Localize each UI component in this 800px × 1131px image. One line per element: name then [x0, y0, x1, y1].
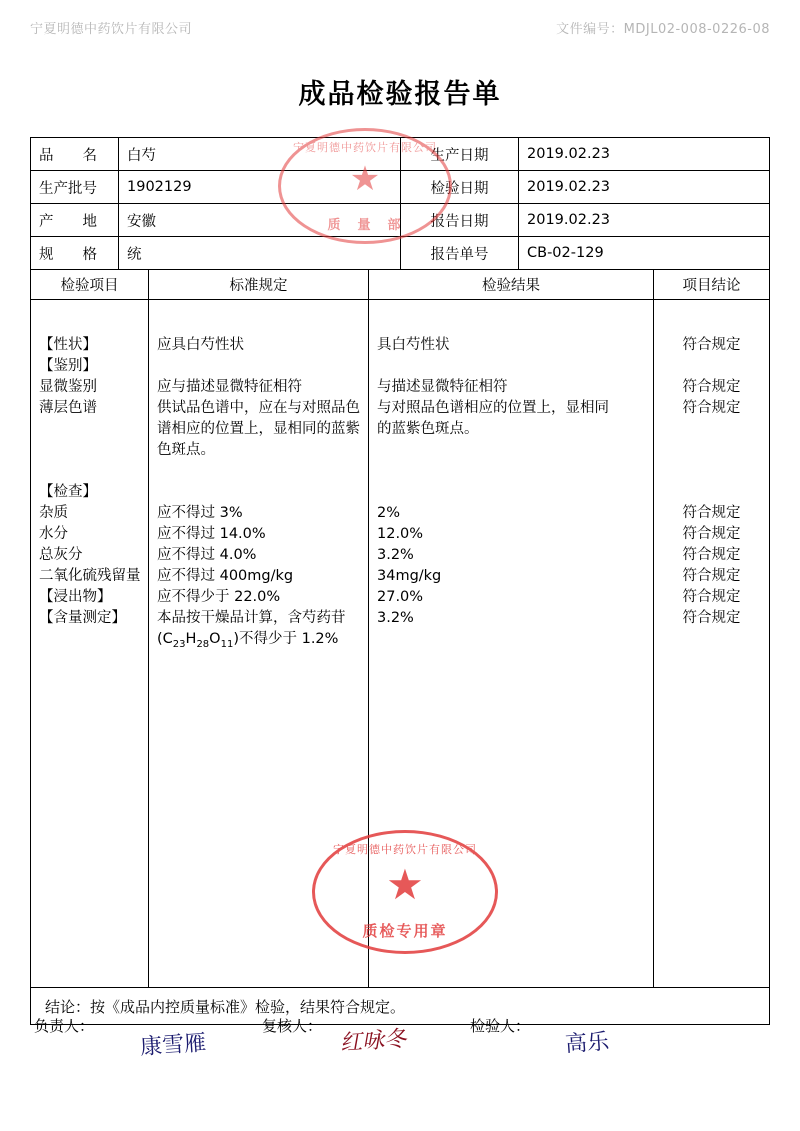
field-label-report-number: 报告单号	[401, 237, 519, 269]
conclusion-line: 符合规定	[682, 400, 741, 416]
results-column-standards	[149, 300, 369, 987]
conclusion-line: 符合规定	[682, 589, 741, 605]
standard-line	[157, 482, 360, 503]
star-icon: ★	[386, 859, 424, 909]
standard-line	[157, 314, 360, 335]
result-line: 的蓝紫色斑点。	[377, 421, 479, 437]
field-value-inspection-date: 2019.02.23	[527, 179, 611, 195]
field-value-report-number: CB-02-129	[527, 245, 604, 261]
company-name: 宁夏明德中药饮片有限公司	[30, 22, 193, 37]
conclusion-line	[662, 356, 761, 377]
table-row	[31, 171, 769, 204]
standard-line	[157, 356, 360, 377]
conclusion-line	[662, 419, 761, 440]
standard-line-formula: $(C_{23}H_{28}O_{11})$不得少于 1.2%	[157, 631, 339, 650]
conclusion-line	[662, 482, 761, 503]
conclusion-line: 符合规定	[682, 505, 741, 521]
result-line	[377, 314, 645, 335]
document-header	[30, 18, 770, 38]
conclusion-line: 符合规定	[682, 526, 741, 542]
inspector-signature: 高乐	[564, 1029, 610, 1058]
seal-arc-text: 宁夏明德中药饮片有限公司	[333, 843, 477, 856]
reviewer-signature: 红咏冬	[339, 1026, 407, 1057]
item-line	[39, 314, 140, 335]
standard-line: 应与描述显微特征相符	[157, 379, 302, 395]
responsible-signature: 康雪雁	[139, 1030, 207, 1061]
item-line: 二氧化硫残留量	[39, 568, 141, 584]
item-line: 【性状】	[39, 337, 97, 353]
field-value-production-date: 2019.02.23	[527, 146, 611, 162]
column-header-item: 检验项目	[31, 270, 149, 299]
conclusion-line: 符合规定	[682, 547, 741, 563]
field-value-product-name: 白芍	[119, 138, 401, 170]
item-line	[39, 419, 140, 440]
inspector-label: 检验人：	[470, 1017, 531, 1035]
field-label-product-name: 品 名	[31, 138, 119, 170]
results-column-items	[31, 300, 149, 987]
result-line: 3.2%	[377, 547, 414, 563]
result-line: 27.0%	[377, 589, 424, 605]
results-header-row	[31, 270, 769, 300]
item-line	[39, 461, 140, 482]
seal-arc-text: 宁夏明德中药饮片有限公司	[293, 141, 437, 154]
standard-line: 应不得过 3%	[157, 505, 243, 521]
item-line: 总灰分	[39, 547, 83, 563]
field-label-production-date: 生产日期	[401, 138, 519, 170]
standard-line: 应不得过 400mg/kg	[157, 568, 294, 584]
report-table	[30, 137, 770, 1025]
field-label-specification: 规 格	[31, 237, 119, 269]
field-label-origin: 产 地	[31, 204, 119, 236]
table-row	[31, 237, 769, 270]
standard-line: 供试品色谱中，应在与对照品色	[157, 400, 360, 416]
result-line: 34mg/kg	[377, 568, 442, 584]
item-line: 显微鉴别	[39, 379, 97, 395]
results-body	[31, 300, 769, 988]
table-row	[31, 204, 769, 237]
responsible-label: 负责人：	[34, 1017, 95, 1035]
result-line	[377, 461, 645, 482]
item-line: 【检查】	[39, 484, 97, 500]
conclusion-line	[662, 314, 761, 335]
standard-line: 应不得少于 22.0%	[157, 589, 281, 605]
table-row	[31, 138, 769, 171]
item-line	[39, 440, 140, 461]
results-column-results	[369, 300, 654, 987]
column-header-standard: 标准规定	[149, 270, 369, 299]
conclusion-line	[662, 440, 761, 461]
conclusion-line	[662, 461, 761, 482]
standard-line: 本品按干燥品计算，含芍药苷	[157, 610, 346, 626]
final-conclusion: 结论：按《成品内控质量标准》检验，结果符合规定。	[45, 997, 406, 1016]
standard-line: 应不得过 4.0%	[157, 547, 257, 563]
conclusion-line: 符合规定	[682, 610, 741, 626]
item-line: 【鉴别】	[39, 358, 97, 374]
item-line: 水分	[39, 526, 68, 542]
field-value-report-date: 2019.02.23	[527, 212, 611, 228]
conclusion-line: 符合规定	[682, 337, 741, 353]
item-line: 【浸出物】	[39, 589, 112, 605]
standard-line	[157, 461, 360, 482]
standard-line: 谱相应的位置上，显相同的蓝紫	[157, 421, 360, 437]
field-label-batch-number: 生产批号	[31, 171, 119, 203]
result-line: 与描述显微特征相符	[377, 379, 508, 395]
result-line	[377, 440, 645, 461]
item-line: 薄层色谱	[39, 400, 97, 416]
column-header-result: 检验结果	[369, 270, 654, 299]
result-line	[377, 482, 645, 503]
result-line: 12.0%	[377, 526, 424, 542]
standard-line: 应不得过 14.0%	[157, 526, 266, 542]
conclusion-line: 符合规定	[682, 568, 741, 584]
standard-line: 色斑点。	[157, 442, 215, 458]
field-label-inspection-date: 检验日期	[401, 171, 519, 203]
field-label-report-date: 报告日期	[401, 204, 519, 236]
result-line	[377, 356, 645, 377]
results-column-conclusions	[654, 300, 769, 987]
item-line: 杂质	[39, 505, 68, 521]
result-line: 2%	[377, 505, 401, 521]
field-value-origin: 安徽	[119, 204, 401, 236]
reviewer-label: 复核人：	[262, 1017, 323, 1035]
conclusion-line: 符合规定	[682, 379, 741, 395]
item-line: 【含量测定】	[39, 610, 126, 626]
result-line: 3.2%	[377, 610, 414, 626]
page-title: 成品检验报告单	[298, 79, 502, 110]
seal-center-text: 质 量 部	[327, 218, 403, 233]
column-header-conclusion: 项目结论	[682, 278, 741, 294]
star-icon: ★	[349, 159, 381, 200]
document-number: 文件编号：MDJL02-008-0226-08	[556, 22, 770, 37]
standard-line: 应具白芍性状	[157, 337, 244, 353]
field-value-specification: 统	[119, 237, 401, 269]
result-line: 与对照品色谱相应的位置上，显相同	[377, 400, 609, 416]
seal-center-text: 质检专用章	[362, 922, 448, 940]
result-line: 具白芍性状	[377, 337, 450, 353]
field-value-batch-number: 1902129	[119, 171, 401, 203]
